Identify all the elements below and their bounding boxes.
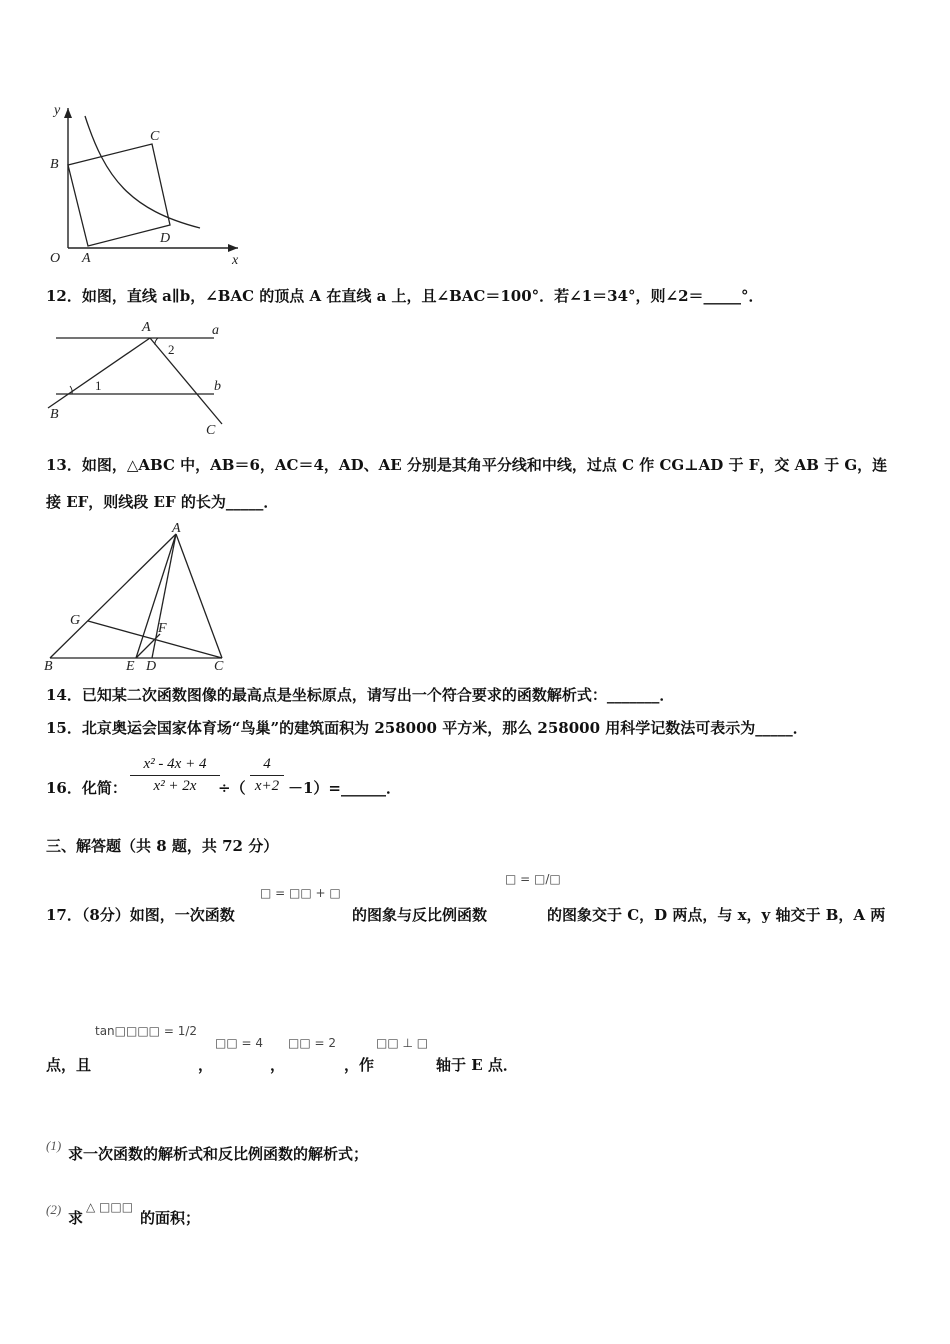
sub-question-1: 求一次函数的解析式和反比例函数的解析式； bbox=[68, 1145, 369, 1163]
side-ab bbox=[50, 534, 176, 658]
sub-question-2-suffix: 的面积； bbox=[140, 1209, 201, 1227]
label-c: C bbox=[214, 659, 224, 672]
question-17-part-c: 的图象交于 C，D 两点，与 x，y 轴交于 B，A 两 bbox=[547, 906, 886, 924]
question-14: 14．已知某二次函数图像的最高点是坐标原点，请写出一个符合要求的函数解析式：_______． bbox=[46, 686, 675, 704]
q17-linear-equation-image: □ = □□ + □ bbox=[260, 886, 341, 900]
side-ac bbox=[176, 534, 222, 658]
figure-parallel-lines bbox=[42, 316, 242, 438]
label-angle-2: 2 bbox=[168, 342, 175, 357]
q17-inverse-equation-image: □ = □/□ bbox=[505, 872, 561, 886]
label-f: F bbox=[158, 621, 167, 636]
label-x: x bbox=[232, 253, 239, 268]
sub-question-2-prefix: 求 bbox=[68, 1209, 84, 1227]
label-d: D bbox=[146, 659, 157, 672]
fraction-1-bar bbox=[130, 775, 220, 776]
sub-question-2-number: (2) bbox=[46, 1202, 62, 1217]
fraction-2-numerator: 4 bbox=[263, 756, 271, 772]
hyperbola-curve bbox=[85, 116, 200, 228]
label-b-point: B bbox=[50, 407, 59, 422]
coordinate-figure-svg bbox=[40, 98, 250, 270]
question-17-line2-c: ， bbox=[270, 1056, 286, 1074]
question-12: 12．如图，直线 a∥b，∠BAC 的顶点 A 在直线 a 上，且∠BAC＝100°．若∠1＝34°，则∠2＝_____°． bbox=[46, 287, 764, 305]
question-17-line2-d: ，作 bbox=[344, 1056, 375, 1074]
fraction-2-denominator: x+2 bbox=[254, 778, 280, 794]
label-a-point: A bbox=[142, 320, 151, 335]
q17-condition-4: □□ ⊥ □ bbox=[376, 1036, 429, 1050]
question-17-line2-b: ， bbox=[198, 1056, 214, 1074]
label-c: C bbox=[150, 129, 160, 144]
label-g: G bbox=[70, 613, 81, 628]
square-abcd bbox=[68, 144, 170, 246]
label-line-b: b bbox=[214, 379, 221, 394]
segment-ab bbox=[48, 338, 150, 408]
fraction-1 bbox=[130, 756, 220, 795]
fraction-2 bbox=[250, 756, 284, 795]
y-axis-arrow-icon bbox=[64, 108, 72, 118]
x-axis-arrow-icon bbox=[228, 244, 238, 252]
question-15: 15．北京奥运会国家体育场“鸟巢”的建筑面积为 258000 平方米，那么 258000 用科学记数法可表示为_____． bbox=[46, 719, 808, 737]
label-line-a: a bbox=[212, 323, 219, 338]
question-16-tail: －1）=______． bbox=[288, 779, 402, 797]
question-16-label: 16．化简： bbox=[46, 779, 127, 797]
section-3-title: 三、解答题（共 8 题，共 72 分） bbox=[46, 837, 279, 855]
question-16-divide: ÷（ bbox=[218, 779, 246, 797]
segment-ac bbox=[150, 338, 222, 424]
question-13-line2: 接 EF，则线段 EF 的长为_____． bbox=[46, 493, 279, 511]
fraction-2-bar bbox=[250, 775, 284, 776]
sub-question-1-number: (1) bbox=[46, 1138, 62, 1153]
label-c-point: C bbox=[206, 423, 216, 438]
label-b: B bbox=[44, 659, 53, 672]
label-e: E bbox=[126, 659, 135, 672]
label-angle-1: 1 bbox=[95, 378, 102, 393]
label-y: y bbox=[54, 103, 61, 118]
triangle-svg bbox=[40, 520, 240, 672]
label-o: O bbox=[50, 251, 61, 266]
q17-condition-3: □□ = 2 bbox=[288, 1036, 336, 1050]
fraction-1-denominator: x² + 2x bbox=[153, 778, 197, 794]
fraction-1-numerator: x² - 4x + 4 bbox=[143, 756, 207, 772]
label-b: B bbox=[50, 157, 59, 172]
angle-2-arc bbox=[155, 338, 158, 345]
label-a: A bbox=[172, 521, 181, 536]
figure-triangle-abc bbox=[40, 520, 240, 672]
q17-condition-tan: tan□□□□ = 1/2 bbox=[95, 1024, 198, 1038]
label-d: D bbox=[160, 231, 171, 246]
question-13-line1: 13．如图，△ABC 中，AB＝6，AC＝4，AD、AE 分别是其角平分线和中线，过点 C 作 CG⊥AD 于 F，交 AB 于 G，连 bbox=[46, 456, 888, 474]
parallel-lines-svg bbox=[42, 316, 242, 438]
figure-coordinate-square bbox=[40, 98, 250, 270]
question-17-line2-e: 轴于 E 点． bbox=[436, 1056, 518, 1074]
label-a: A bbox=[82, 251, 91, 266]
q17-condition-2: □□ = 4 bbox=[215, 1036, 263, 1050]
question-17-part-b: 的图象与反比例函数 bbox=[352, 906, 488, 924]
sub-question-2-triangle-image: △ □□□ bbox=[86, 1200, 134, 1214]
question-17-part-a: 17．（8分）如图，一次函数 bbox=[46, 906, 235, 924]
question-17-line2-a: 点，且 bbox=[46, 1056, 92, 1074]
